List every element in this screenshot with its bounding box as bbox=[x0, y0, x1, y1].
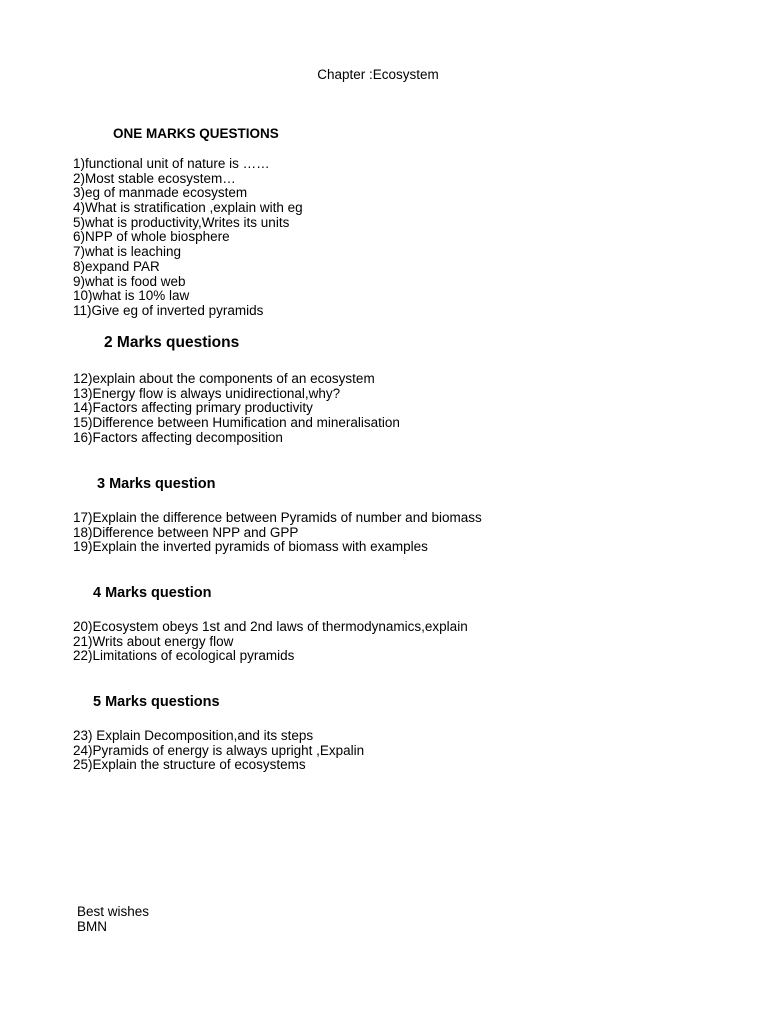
question-item: 9)what is food web bbox=[73, 273, 186, 289]
question-item: 16)Factors affecting decomposition bbox=[73, 429, 283, 445]
question-item: 22)Limitations of ecological pyramids bbox=[73, 648, 295, 664]
question-item: 3)eg of manmade ecosystem bbox=[73, 185, 248, 201]
section-heading-two-marks: 2 Marks questions bbox=[104, 334, 240, 351]
question-item: 13)Energy flow is always unidirectional,why? bbox=[73, 385, 341, 401]
question-item: 14)Factors affecting primary productivity bbox=[73, 400, 313, 416]
section-heading-three-marks: 3 Marks question bbox=[97, 476, 216, 492]
closing-signature bbox=[77, 904, 149, 934]
question-item: 15)Difference between Humification and mineralisation bbox=[73, 415, 400, 431]
section-heading-five-marks: 5 Marks questions bbox=[93, 694, 220, 710]
question-item: 5)what is productivity,Writes its units bbox=[73, 214, 290, 230]
closing-initials: BMN bbox=[77, 919, 107, 934]
question-item: 19)Explain the inverted pyramids of biomass with examples bbox=[73, 539, 428, 555]
question-item: 2)Most stable ecosystem… bbox=[73, 170, 236, 186]
question-list-one-mark bbox=[73, 157, 303, 319]
question-list-three-marks bbox=[73, 511, 482, 555]
section-heading-one-mark: ONE MARKS QUESTIONS bbox=[113, 126, 279, 141]
question-item: 6)NPP of whole biosphere bbox=[73, 229, 230, 245]
question-item: 17)Explain the difference between Pyramids of number and biomass bbox=[73, 510, 482, 525]
question-item: 4)What is stratification ,explain with eg bbox=[73, 200, 303, 216]
section-heading-four-marks: 4 Marks question bbox=[93, 585, 212, 601]
question-item: 7)what is leaching bbox=[73, 244, 182, 260]
question-item: 10)what is 10% law bbox=[73, 288, 190, 304]
question-item: 18)Difference between NPP and GPP bbox=[73, 524, 299, 540]
question-item: 21)Writs about energy flow bbox=[73, 633, 234, 649]
closing-greeting: Best wishes bbox=[77, 904, 150, 919]
question-item: 24)Pyramids of energy is always upright ,Expalin bbox=[73, 742, 365, 758]
question-item: 8)expand PAR bbox=[73, 258, 160, 274]
question-list-five-marks bbox=[73, 729, 364, 773]
question-list-four-marks bbox=[73, 620, 468, 664]
question-item: 25)Explain the structure of ecosystems bbox=[73, 757, 306, 773]
question-item: 23) Explain Decomposition,and its steps bbox=[73, 728, 314, 743]
question-list-two-marks bbox=[73, 372, 400, 445]
question-item: 11)Give eg of inverted pyramids bbox=[73, 302, 264, 318]
chapter-title: Chapter :Ecosystem bbox=[317, 67, 439, 82]
question-item: 20)Ecosystem obeys 1st and 2nd laws of thermodynamics,explain bbox=[73, 619, 468, 634]
question-item: 12)explain about the components of an ecosystem bbox=[73, 371, 375, 386]
question-item: 1)functional unit of nature is …… bbox=[73, 156, 270, 171]
